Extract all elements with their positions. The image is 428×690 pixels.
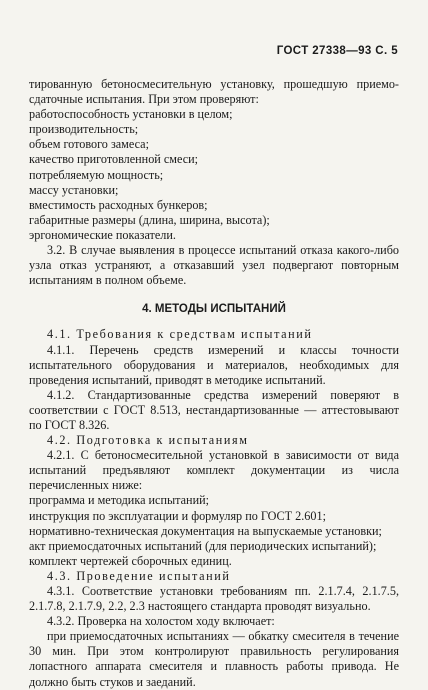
page-header: ГОСТ 27338—93 С. 5 [276, 45, 398, 57]
paragraph-4-1-2: 4.1.2. Стандартизованные средства измерений поверяют в соответствии с ГОСТ 8.513, нестандартизованные — аттестовывают по ГОСТ 8.326. [29, 387, 399, 432]
subsection-heading-4-1: 4.1. Требования к средствам испытаний [47, 327, 313, 342]
section-title: 4. МЕТОДЫ ИСПЫТАНИЙ [142, 303, 286, 316]
list-item: габаритные размеры (длина, ширина, высота); [29, 212, 270, 227]
paragraph-4-3-2: 4.3.2. Проверка на холостом ходу включает: [47, 614, 275, 629]
document-body [29, 77, 399, 690]
list-item: нормативно-техническая документация на выпускаемые установки; [29, 523, 382, 538]
subsection-heading-4-2: 4.2. Подготовка к испытаниям [47, 433, 249, 448]
list-item: объем готового замеса; [29, 137, 149, 152]
paragraph-4-1-1: 4.1.1. Перечень средств измерений и классы точности испытательного оборудования и материалов, необходимых для проведения испытаний, приводят в методике испытаний. [29, 342, 399, 387]
paragraph-4-3-1: 4.3.1. Соответствие установки требованиям пп. 2.1.7.4, 2.1.7.5, 2.1.7.8, 2.1.7.9, 2.2, 2.3 настоящего стандарта проводят визуально. [29, 584, 399, 614]
list-item: эргономические показатели. [29, 227, 176, 242]
subsection-heading-4-3: 4.3. Проведение испытаний [47, 568, 231, 583]
list-item: акт приемосдаточных испытаний (для периодических испытаний); [29, 538, 377, 553]
list-item: производительность; [29, 122, 139, 137]
list-item: комплект чертежей сборочных единиц. [29, 553, 232, 568]
list-item: массу установки; [29, 182, 119, 197]
paragraph-4-3-2-detail: при приемосдаточных испытаниях — обкатку смесителя в течение 30 мин. При этом контролируют правильность регулирования лопастного аппарата смесителя и плавность работы привода. Не должно быть стуков и заеданий. [29, 629, 399, 689]
list-item: качество приготовленной смеси; [29, 152, 199, 167]
paragraph-3-2: 3.2. В случае выявления в процессе испытаний отказа какого-либо узла отказ устраняют, а отказавший узел подвергают повторным испытаниям в полном объеме. [29, 243, 399, 288]
paragraph-4-2-1: 4.2.1. С бетоносмесительной установкой в зависимости от вида испытаний предъявляют комплект документации из числа перечисленных ниже: [29, 448, 399, 493]
list-item: вместимость расходных бункеров; [29, 197, 208, 212]
list-item: потребляемую мощность; [29, 167, 164, 182]
list-item: работоспособность установки в целом; [29, 107, 233, 122]
paragraph-intro: тированную бетоносмесительную установку, прошедшую приемо-сдаточные испытания. При этом проверяют: [29, 77, 399, 107]
list-item: инструкция по эксплуатации и формуляр по ГОСТ 2.601; [29, 508, 326, 523]
list-item: программа и методика испытаний; [29, 493, 210, 508]
